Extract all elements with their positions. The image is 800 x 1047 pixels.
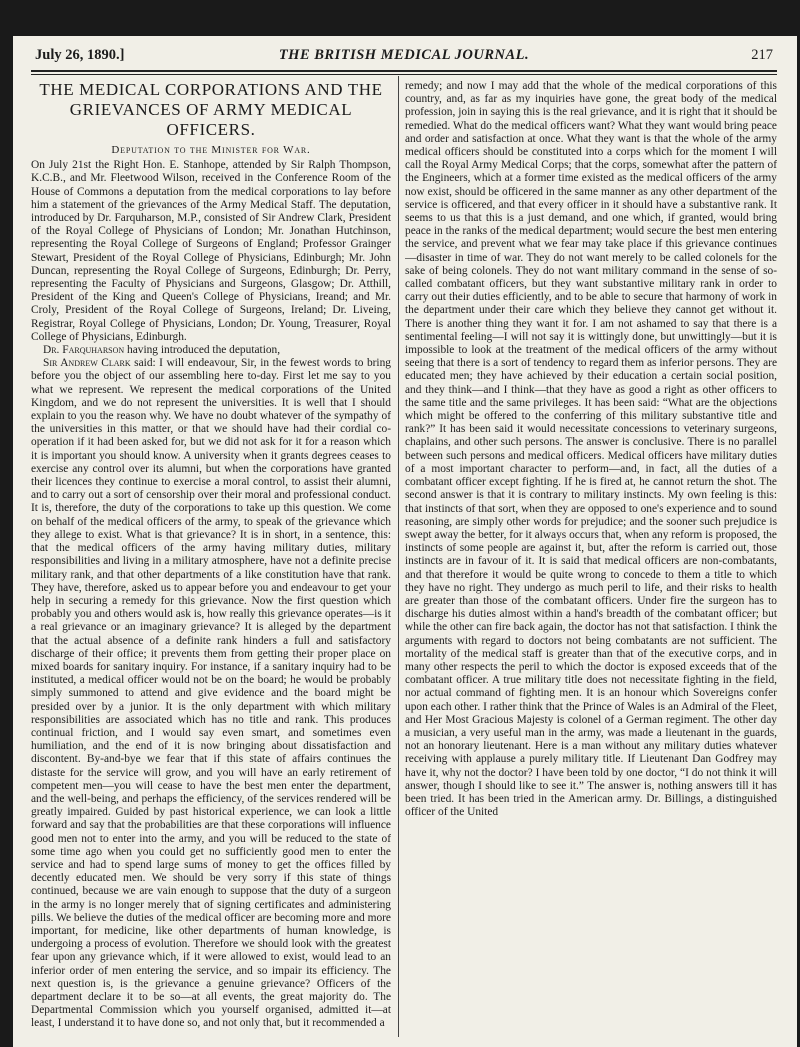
speech-continued (405, 80, 777, 819)
article-title: THE MEDICAL CORPORATIONS AND THE GRIEVANCES OF ARMY MEDICAL OFFICERS. (39, 80, 383, 139)
paragraph-text: having introduced the deputation, (124, 344, 281, 357)
farquharson-paragraph (31, 344, 391, 357)
header-rule-thin (31, 74, 777, 75)
speech-text-continued: remedy; and now I may add that the whole of the medical corporations of this country, and, as far as my inquiries have gone, the great body of the medical profession, join in saying this is the real grievance, and it is right that it should be remedied. What do the medical officers want? What they want would bring peace and order and satisfaction at once. What they want is that the whole of the army medical officers should be constituted into a corps which for the moment I will call the Royal Army Medical Corps; that the corps, somewhat after the pattern of the Engineers, which at a former time existed as the medical officers of the army now exist, should be officered in the same manner as any other department of the service is officered, and that every officer in it should have a substantive rank. It seems to us that this is a just demand, and one which, if granted, would bring peace in the ranks of the medical department; would secure the best men entering the service, and prevent what we fear may take place if this grievance continues—disaster in time of war. They do not want merely to be called colonels for the sake of being colonels. They do not want military command in the sense of so-called combatant officers, but they want substantive military rank in order to carry out their duties efficiently, and to be able to secure that harmony of work in the department under their care which they believe they cannot get without it. There is another thing they want it for. I am not ashamed to say that there is a sentimental feeling—I will not say it is wittingly done, but unwittingly—but it is impossible to look at the treatment of the medical officers of the army without seeing that there is a sort of tendency to regard them as inferior persons. They are educated men; they have achieved by their education a certain social position, and they think—and I think—that they have as good a right as other officers to the same title and the same privileges. It has been said: “What are the objections which might be offered to the conferring of this military substantive title and rank?” It has been said it would necessitate concessions to veterinary surgeons, chaplains, and other such persons. The answer is conclusive. There is no parallel between such persons and medical officers. Medical officers have military duties of a most important character to perform—and, in fact, all the duties of a combatant officer except fighting. If he is fired at, he cannot return the shot. The second answer is that it is contrary to military instincts. My own feeling is this: that instincts of that sort, when they are opposed to one's experience and to sound reasoning, are simply other words for prejudice; and the sooner such prejudice is swept away the better, for it always occurs that, when any reform is proposed, the instincts of some people are against it, but, after the reform is carried out, those instincts are in favour of it. It is said that medical officers are non-combatants, and that therefore it would be quite wrong to concede to them a title to which they have no right. They undergo as much peril to life, and their risks to health are greater than those of the combatant officers. Under fire the surgeon has to discharge his duties almost within a hand's breadth of the combatant officer; but while the other can fire back again, the doctor has not that satisfaction. I think the arguments with regard to doctors not being combatants are not sufficient. The mortality of the medical staff is greater than that of the executive corps, and in many other respects the peril to which the doctor is exposed exceeds that of the combatant officer. A true military title does not necessitate fighting in the field, nor actual command of fighting men. It is an honour which Sovereigns confer upon each other. I rather think that the Prince of Wales is an Admiral of the Fleet, and Her Most Gracious Majesty is colonel of a German regiment. The other day a musician, a very useful man in the army, was made a lieutenant in the guards, not an honorary lieutenant. Here is a man without any military duties whatever receiving with applause a purely military title. If Lieutenant Dan Godfrey may have it, why not the doctor? I have been told by one doctor, “I do not think it will answer, though I should like to see it.” The answer is, nothing answers till it has been tried. It has been tried in the American army. Dr. Billings, a distinguished officer of the United (405, 80, 777, 819)
speaker-name: Sir Andrew Clark (43, 357, 131, 370)
lead-paragraph: On July 21st the Right Hon. E. Stanhope, attended by Sir Ralph Thompson, K.C.B., and Mr. Fleetwood Wilson, received in the Conference Room of the House of Commons a deputation from the medical corporations to lay before him a statement of the grievances of the Army Medical Staff. The deputation, introduced by Dr. Farquharson, M.P., consisted of Sir Andrew Clark, President of the Royal College of Physicians of London; Mr. Jonathan Hutchinson, representing the Royal College of Surgeons of England; Professor Grainger Stewart, President of the Royal College of Physicians, Edinburgh; Mr. John Duncan, representing the Royal College of Surgeons, Edinburgh; Dr. Perry, representing the Faculty of Physicians and Surgeons, Glasgow; Dr. Atthill, President of the King and Queen's College of Physicians, Ireand; and Mr. Croly, President of the Royal College of Surgeons, Ireland; Dr. Liveing, Registrar, Royal College of Physicians, London; Dr. Young, Treasurer, Royal College of Physicians, Edinburgh. (31, 159, 391, 343)
header-rule (31, 70, 777, 72)
left-column (31, 80, 391, 1039)
journal-title: THE BRITISH MEDICAL JOURNAL. (278, 47, 530, 63)
speech-paragraph (31, 357, 391, 1030)
right-column (405, 80, 777, 1039)
speaker-name: Dr. Farquharson (43, 344, 125, 357)
article-subhead: Deputation to the Minister for War. (111, 144, 311, 156)
issue-date: July 26, 1890.] (35, 47, 125, 63)
page-number: 217 (751, 47, 773, 63)
column-divider (398, 76, 399, 1037)
speech-text: said: I will endeavour, Sir, in the fewest words to bring before you the object of our assembling here to-day. First let me say to you what we represent. We represent the medical corporations of the United Kingdom, and we do not represent the universities. It is well that I should explain to you the reason why. We have no doubt whatever of the sympathy of the universities in this matter, or that we should have had their cordial co-operation if it had been asked for, but we did not ask for it for a reason which it is important you should know. A university when it grants degrees ceases to exercise any control over its alumni, but when the corporations have granted their licences they continue to exercise a moral control, to assist their alumni, and to carry out a sort of censorship over their moral and professional conduct. It is, therefore, the duty of the corporations to take up this question. We come on behalf of the medical officers of the army, to speak of the grievance which they allege to exist. What is that grievance? It is in short, in a sentence, this: that the medical officers of the army having military duties, military responsibilities and living in a military atmosphere, have not a definite precise military rank, and that other departments of a like constitution have that rank. They have, therefore, asked us to appear before you and endeavour to get your help in securing a remedy for this grievance. Now the first question which probably you and others would ask is, how really this grievance operates—is it a real grievance or an imaginary grievance? It is alleged by the department that the actual absence of a definite rank hinders a full and satisfactory discharge of their office; it prevents them from getting their proper place on mixed boards for sanitary inquiry. For instance, if a sanitary inquiry had to be instituted, a medical officer would not be on the board; he would be probably simply summoned to attend and give evidence and the board might be presided over by a junior. It is the only department with which military responsibilities are associated which has no title and rank. This produces continual friction, and I would say even smart, and sometimes even humiliation, and the end of it is now bringing about dissatisfaction and discontent. By-and-bye we fear that if this state of affairs continues the distaste for the service will grow, and you will have an early retirement of competent men—you will cease to have the best men enter the department, and the well-being, and perhaps the efficiency, of the services rendered will be greatly impaired. Guided by past historical experience, we can look a little forward and say that the probabilities are that these corporations will influence good men not to enter into the army, and you will be reduced to the state of some time ago when you could get no sufficiently good men to enter the service and had to spend large sums of money to get the offices filled by decently educated men. We should be very sorry if this state of things continued, because we are vain enough to suppose that the duty of a surgeon in the army is no longer merely that of signing certificates and administering pills. We believe the duties of the medical officer are becoming more and more important, for medicine, like other departments of human knowledge, is undergoing a process of evolution. Therefore we should look with the greatest fear upon any grievance which, if it were allowed to exist, would lead to an inferior order of men entering the service, and so impair its efficiency. The next question is, is the grievance a genuine grievance? Officers of the department declare it to be so—at all events, the great majority do. The Departmental Commission which you yourself organised, admitted it—at least, I understand it to have done so, and not only that, but it recommended a (31, 357, 391, 1030)
journal-page (13, 36, 797, 1047)
running-header (35, 44, 773, 70)
